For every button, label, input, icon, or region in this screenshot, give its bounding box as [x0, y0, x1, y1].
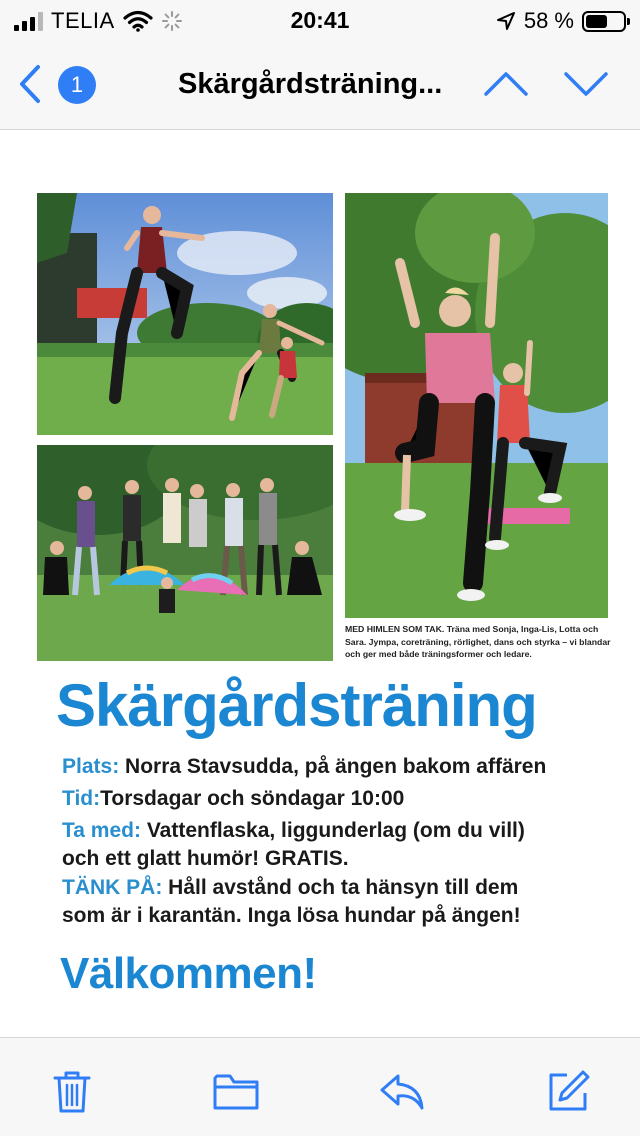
compose-icon — [545, 1069, 591, 1115]
photo-caption-line2: Sara. Jympa, coreträning, rörlighet, dans och styrka – vi blandar — [345, 636, 611, 647]
reply-button[interactable] — [378, 1068, 426, 1116]
info-note — [62, 874, 521, 930]
battery-icon — [582, 11, 626, 32]
next-message-button[interactable] — [562, 66, 610, 102]
nav-title: Skärgårdsträning... — [178, 68, 443, 100]
time-label: Tid: — [62, 787, 101, 810]
article-title: Skärgårdsträning — [56, 672, 537, 739]
place-value: Norra Stavsudda, på ängen bakom affären — [125, 755, 547, 778]
welcome-heading: Välkommen! — [60, 949, 317, 998]
photo-women-exercising — [345, 193, 608, 618]
folder-icon — [212, 1072, 260, 1112]
previous-message-button[interactable] — [482, 66, 530, 102]
delete-button[interactable] — [48, 1068, 96, 1116]
status-time: 20:41 — [290, 7, 350, 33]
chevron-left-icon — [18, 64, 42, 104]
back-button[interactable] — [14, 64, 46, 104]
info-place — [62, 753, 546, 781]
info-time — [62, 785, 404, 813]
unread-count-badge[interactable]: 1 — [58, 66, 96, 104]
carrier-name: TELIA — [51, 8, 115, 33]
bring-value-line1: Vattenflaska, liggunderlag (om du vill) — [146, 819, 525, 842]
reply-icon — [378, 1072, 426, 1112]
chevron-down-icon — [562, 66, 610, 102]
location-arrow-icon — [496, 11, 516, 31]
bring-value-line2: och ett glatt humör! GRATIS. — [62, 847, 349, 870]
photo-jumping-group — [37, 193, 333, 435]
compose-button[interactable] — [544, 1068, 592, 1116]
photo-caption-line3: och ger med både träningsformer och ledare. — [345, 649, 532, 659]
photo-caption-lead: MED HIMLEN SOM TAK. — [345, 624, 445, 634]
chevron-up-icon — [482, 66, 530, 102]
battery-level — [586, 15, 607, 28]
battery-percent: 58 % — [523, 8, 574, 33]
navigation-bar — [0, 40, 640, 130]
note-value-line1: Håll avstånd och ta hänsyn till dem — [168, 876, 519, 899]
info-bring — [62, 817, 525, 873]
photo-caption-line1: Träna med Sonja, Inga-Lis, Lotta och — [446, 624, 599, 634]
move-to-folder-button[interactable] — [212, 1068, 260, 1116]
trash-icon — [52, 1069, 92, 1115]
bottom-toolbar — [0, 1037, 640, 1136]
note-label: TÄNK PÅ: — [62, 876, 163, 899]
place-label: Plats: — [62, 755, 120, 778]
photo-caption — [345, 623, 615, 661]
status-right — [496, 8, 626, 34]
photo-group-with-umbrellas — [37, 445, 333, 661]
message-body — [0, 131, 640, 1037]
time-value: Torsdagar och söndagar 10:00 — [100, 787, 405, 810]
note-value-line2: som är i karantän. Inga lösa hundar på ängen! — [62, 904, 521, 927]
bring-label: Ta med: — [62, 819, 141, 842]
status-bar — [0, 0, 640, 40]
